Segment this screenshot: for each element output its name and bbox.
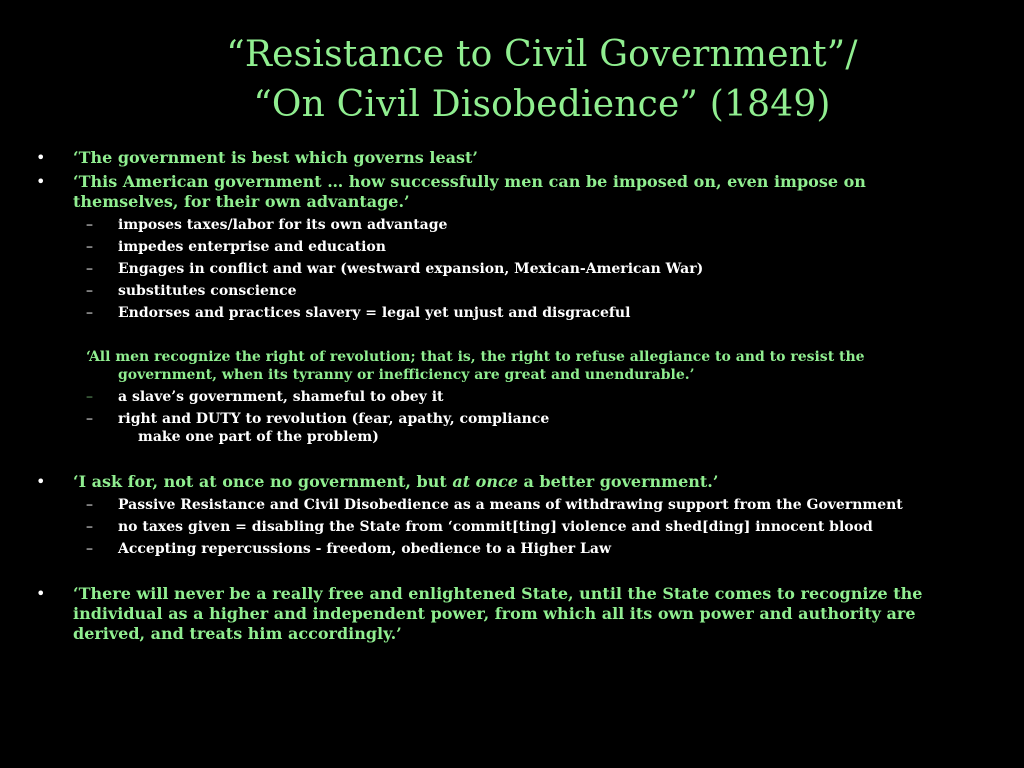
bullet-3 bbox=[36, 472, 956, 492]
sub-bullet-text: right and DUTY to revolution (fear, apathy, compliance bbox=[118, 411, 550, 427]
spacer bbox=[36, 326, 956, 348]
dash-marker: – bbox=[86, 217, 93, 233]
sub-bullet bbox=[36, 388, 956, 406]
bullet-2 bbox=[36, 172, 956, 212]
dash-marker: – bbox=[86, 519, 93, 535]
sub-bullet-text: Endorses and practices slavery = legal yet unjust and disgraceful bbox=[118, 305, 631, 321]
title-line-1: “Resistance to Civil Government”/ bbox=[226, 34, 858, 75]
spacer bbox=[36, 562, 956, 584]
spacer bbox=[36, 450, 956, 472]
sub-bullet-text: Accepting repercussions - freedom, obedience to a Higher Law bbox=[118, 541, 612, 557]
sub-bullet-text: no taxes given = disabling the State from ‘commit[ting] violence and shed[ding] innocent blood bbox=[118, 519, 873, 535]
sub-bullet-text: Engages in conflict and war (westward expansion, Mexican-American War) bbox=[118, 261, 704, 277]
dash-marker: – bbox=[86, 305, 93, 321]
dash-marker: – bbox=[86, 411, 93, 427]
slide-title bbox=[0, 30, 1024, 130]
sub-bullet bbox=[36, 540, 956, 558]
bullet-text-post: a better government.’ bbox=[517, 472, 719, 491]
bullet-4 bbox=[36, 584, 956, 644]
dash-marker: – bbox=[86, 261, 93, 277]
sub-bullet bbox=[36, 518, 956, 536]
bullet-text: ‘This American government … how successfully men can be imposed on, even impose on themselves, for their own advantage.’ bbox=[73, 172, 866, 211]
slide-body bbox=[36, 148, 956, 648]
revolution-quote: ‘All men recognize the right of revolution; that is, the right to refuse allegiance to and to resist the government, when its tyranny or inefficiency are great and unendurable.’ bbox=[86, 349, 865, 383]
sub-bullet bbox=[36, 238, 956, 256]
bullet-marker: • bbox=[36, 148, 46, 167]
bullet-text: ‘There will never be a really free and enlightened State, until the State comes to recognize the individual as a higher and independent power, from which all its own power and authority are derived, and treats him accordingly.’ bbox=[73, 584, 923, 643]
sub-bullet bbox=[36, 216, 956, 234]
bullet-text-pre: ‘I ask for, not at once no government, but bbox=[73, 472, 453, 491]
sub-bullet-text: substitutes conscience bbox=[118, 283, 297, 299]
sub-bullet-continuation: make one part of the problem) bbox=[138, 429, 379, 445]
bullet-text: ‘The government is best which governs least’ bbox=[73, 148, 478, 167]
bullet-1 bbox=[36, 148, 956, 168]
sub-bullet bbox=[36, 304, 956, 322]
sub-bullet bbox=[36, 496, 956, 514]
sub-bullet bbox=[36, 410, 956, 446]
sub-bullet-text: Passive Resistance and Civil Disobedience as a means of withdrawing support from the Government bbox=[118, 497, 903, 513]
sub-bullet bbox=[36, 260, 956, 278]
sub-bullet bbox=[36, 282, 956, 300]
bullet-marker: • bbox=[36, 472, 46, 491]
sub-bullet-text: a slave’s government, shameful to obey it bbox=[118, 389, 444, 405]
sub-bullet-text: imposes taxes/labor for its own advantage bbox=[118, 217, 448, 233]
dash-marker: – bbox=[86, 389, 93, 405]
dash-marker: – bbox=[86, 283, 93, 299]
bullet-marker: • bbox=[36, 172, 46, 191]
dash-marker: – bbox=[86, 239, 93, 255]
bullet-marker: • bbox=[36, 584, 46, 603]
title-line-2: “On Civil Disobedience” (1849) bbox=[253, 84, 831, 125]
dash-marker: – bbox=[86, 541, 93, 557]
sub-bullet-text: impedes enterprise and education bbox=[118, 239, 386, 255]
dash-marker: – bbox=[86, 497, 93, 513]
bullet-text-emphasis: at once bbox=[452, 472, 518, 491]
